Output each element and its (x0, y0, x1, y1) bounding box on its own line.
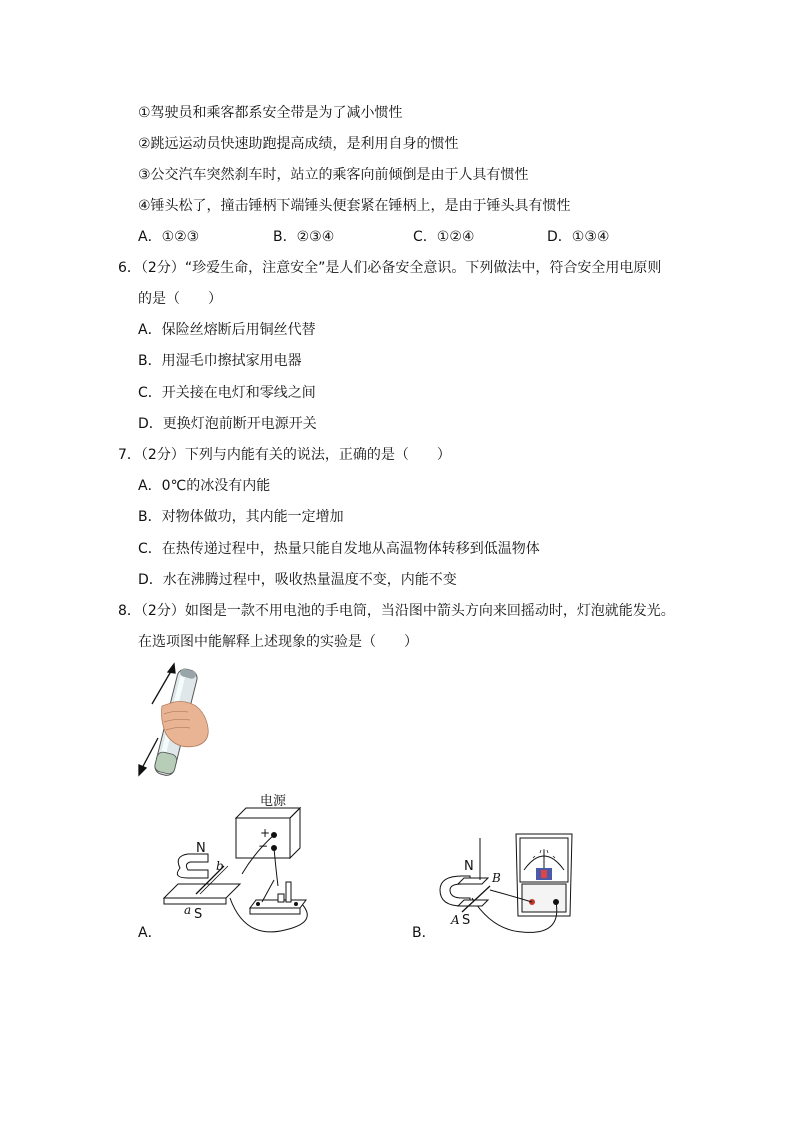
q7-option-b[interactable]: B．对物体做功，其内能一定增加 (138, 509, 344, 525)
q6-option-c[interactable]: C．开关接在电灯和零线之间 (138, 385, 316, 401)
q7-option-c[interactable]: C．在热传递过程中，热量只能自发地从高温物体转移到低温物体 (138, 541, 540, 557)
q7-option-a[interactable]: A．0℃的冰没有内能 (138, 478, 271, 494)
q5-statement-4: ④锤头松了，撞击锤柄下端锤头便套紧在锤柄上，是由于锤头具有惯性 (138, 198, 571, 214)
label-N: N (196, 841, 206, 856)
q6-stem-line1: 6．（2分）“珍爱生命，注意安全”是人们必备安全意识。下列做法中，符合安全用电原则 (118, 260, 662, 276)
label-A: A (451, 913, 460, 927)
q5-statement-2: ②跳远运动员快速助跑提高成绩，是利用自身的惯性 (138, 136, 459, 152)
label-a: a (184, 903, 192, 917)
label-b: b (216, 859, 224, 873)
label-S-b: S (462, 913, 471, 928)
q7-option-d[interactable]: D．水在沸腾过程中，吸收热量温度不变，内能不变 (138, 572, 457, 588)
q6-stem-line2: 的是（ ） (138, 291, 222, 307)
q5-statement-1: ①驾驶员和乘客都系安全带是为了减小惯性 (138, 105, 403, 121)
q5-option-b[interactable]: B．②③④ (273, 229, 335, 245)
wire-to-switch (274, 848, 278, 886)
figure-a-circuit (150, 790, 330, 940)
q5-option-c[interactable]: C．①②④ (413, 229, 475, 245)
q8-stem-line1: 8．（2分）如图是一款不用电池的手电筒，当沿图中箭头方向来回摇动时，灯泡就能发光。 (118, 603, 675, 619)
q6-option-d[interactable]: D．更换灯泡前断开电源开关 (138, 416, 317, 432)
q6-option-a[interactable]: A．保险丝熔断后用铜丝代替 (138, 322, 316, 338)
q8-stem-line2: 在选项图中能解释上述现象的实验是（ ） (138, 634, 418, 650)
horseshoe-magnet (164, 854, 240, 904)
plus-sign: + (260, 826, 271, 840)
label-S: S (194, 907, 203, 922)
q7-stem: 7．（2分）下列与内能有关的说法，正确的是（ ） (118, 447, 451, 463)
figure-b-option-label[interactable]: B． (412, 925, 436, 941)
flashlight-illustration (130, 662, 220, 782)
label-N-b: N (464, 859, 474, 874)
minus-sign: − (258, 839, 269, 853)
q5-option-a[interactable]: A．①②③ (138, 229, 200, 245)
figure-a-option-label[interactable]: A． (138, 925, 162, 941)
figure-b-circuit (432, 826, 582, 940)
q5-option-d[interactable]: D．①③④ (547, 229, 610, 245)
q5-statement-3: ③公交汽车突然刹车时，站立的乘客向前倾倒是由于人具有惯性 (138, 167, 529, 183)
label-B: B (492, 871, 501, 885)
q6-option-b[interactable]: B．用湿毛巾擦拭家用电器 (138, 353, 302, 369)
power-label: 电源 (260, 794, 287, 809)
horseshoe-magnet-b (440, 876, 488, 906)
